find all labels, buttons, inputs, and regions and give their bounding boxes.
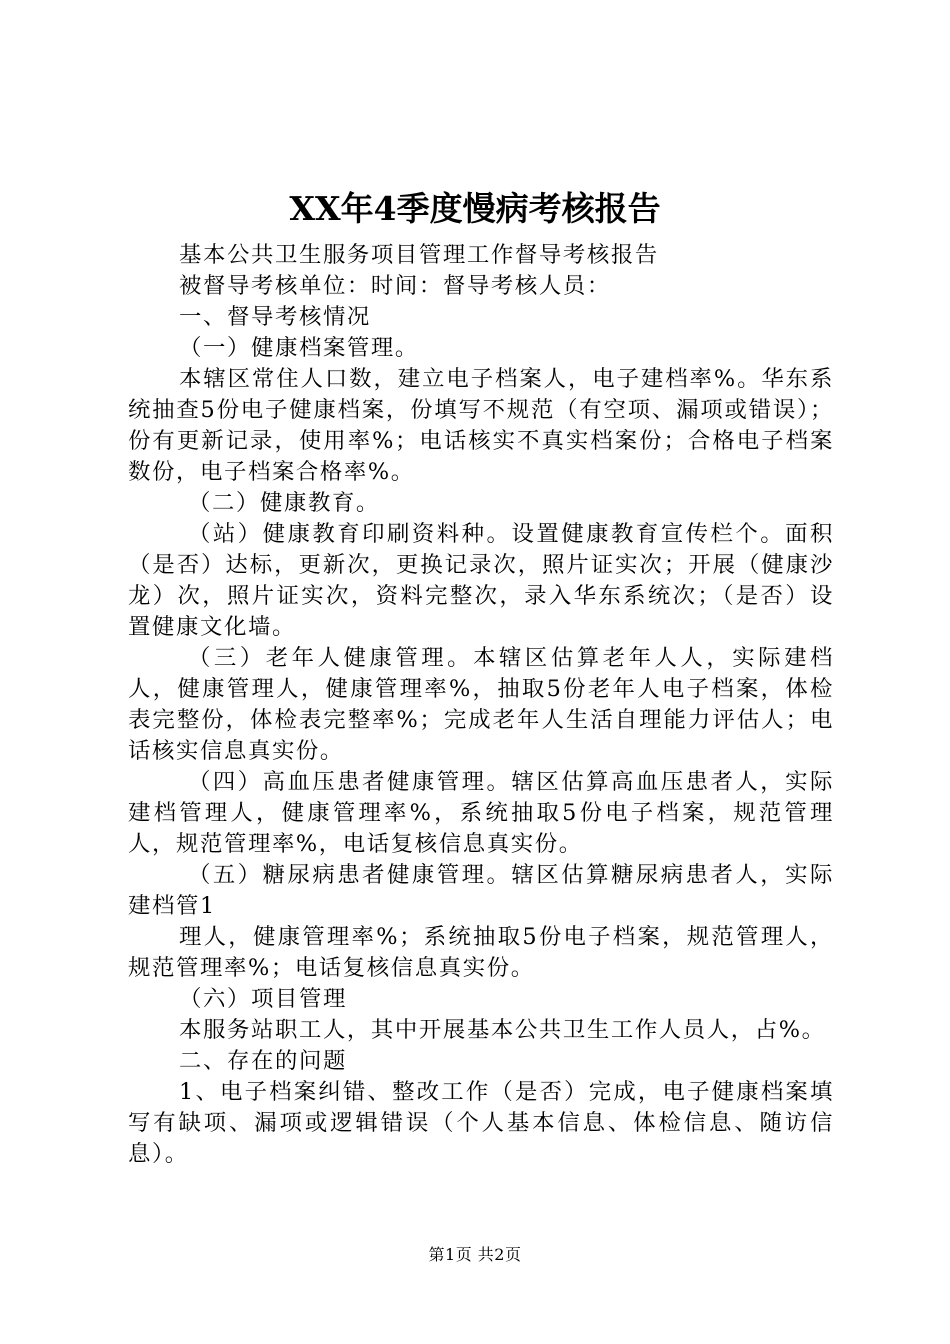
document-title: XX年4季度慢病考核报告 <box>289 189 661 228</box>
subsection-heading-education: （二）健康教育。 <box>188 490 380 516</box>
paragraph-records: 本辖区常住人口数，建立电子档案人，电子建档率%。华东系统抽查5份电子健康档案，份填写不规范（有空项、漏项或错误）；份有更新记录，使用率%；电话核实不真实档案份；合格电子档案数份，电子档案合格率%。 <box>128 366 834 485</box>
paragraph-report-heading: 基本公共卫生服务项目管理工作督导考核报告 <box>179 242 659 268</box>
document-body <box>128 240 834 1170</box>
subsection-heading-project: （六）项目管理 <box>179 986 347 1012</box>
paragraph-unit-info: 被督导考核单位：时间：督导考核人员： <box>179 273 611 299</box>
paragraph-education: （站）健康教育印刷资料种。设置健康教育宣传栏个。面积（是否）达标，更新次，更换记录次，照片证实次；开展（健康沙龙）次，照片证实次，资料完整次，录入华东系统次；（是否）设置健康文化墙。 <box>128 521 834 640</box>
page-footer: 第1页 共2页 <box>428 1245 522 1264</box>
paragraph-project: 本服务站职工人，其中开展基本公共卫生工作人员人，占%。 <box>179 1017 826 1043</box>
section-heading-2: 二、存在的问题 <box>179 1048 347 1074</box>
paragraph-issue-1: 1、电子档案纠错、整改工作（是否）完成，电子健康档案填写有缺项、漏项或逻辑错误（个人基本信息、体检信息、随访信息）。 <box>128 1079 834 1167</box>
section-heading-1: 一、督导考核情况 <box>179 304 371 330</box>
paragraph-elderly: （三）老年人健康管理。本辖区估算老年人人，实际建档人，健康管理人，健康管理率%，抽取5份老年人电子档案，体检表完整份，体检表完整率%；完成老年人生活自理能力评估人；电话核实信息真实份。 <box>128 645 834 764</box>
paragraph-diabetes: （五）糖尿病患者健康管理。辖区估算糖尿病患者人，实际建档管1 <box>128 862 834 919</box>
subsection-heading-records: （一）健康档案管理。 <box>179 335 419 361</box>
paragraph-hypertension: （四）高血压患者健康管理。辖区估算高血压患者人，实际建档管理人，健康管理率%，系统抽取5份电子档案，规范管理人，规范管理率%，电话复核信息真实份。 <box>128 769 834 857</box>
paragraph-diabetes-cont: 理人，健康管理率%；系统抽取5份电子档案，规范管理人，规范管理率%；电话复核信息真实份。 <box>128 924 834 981</box>
